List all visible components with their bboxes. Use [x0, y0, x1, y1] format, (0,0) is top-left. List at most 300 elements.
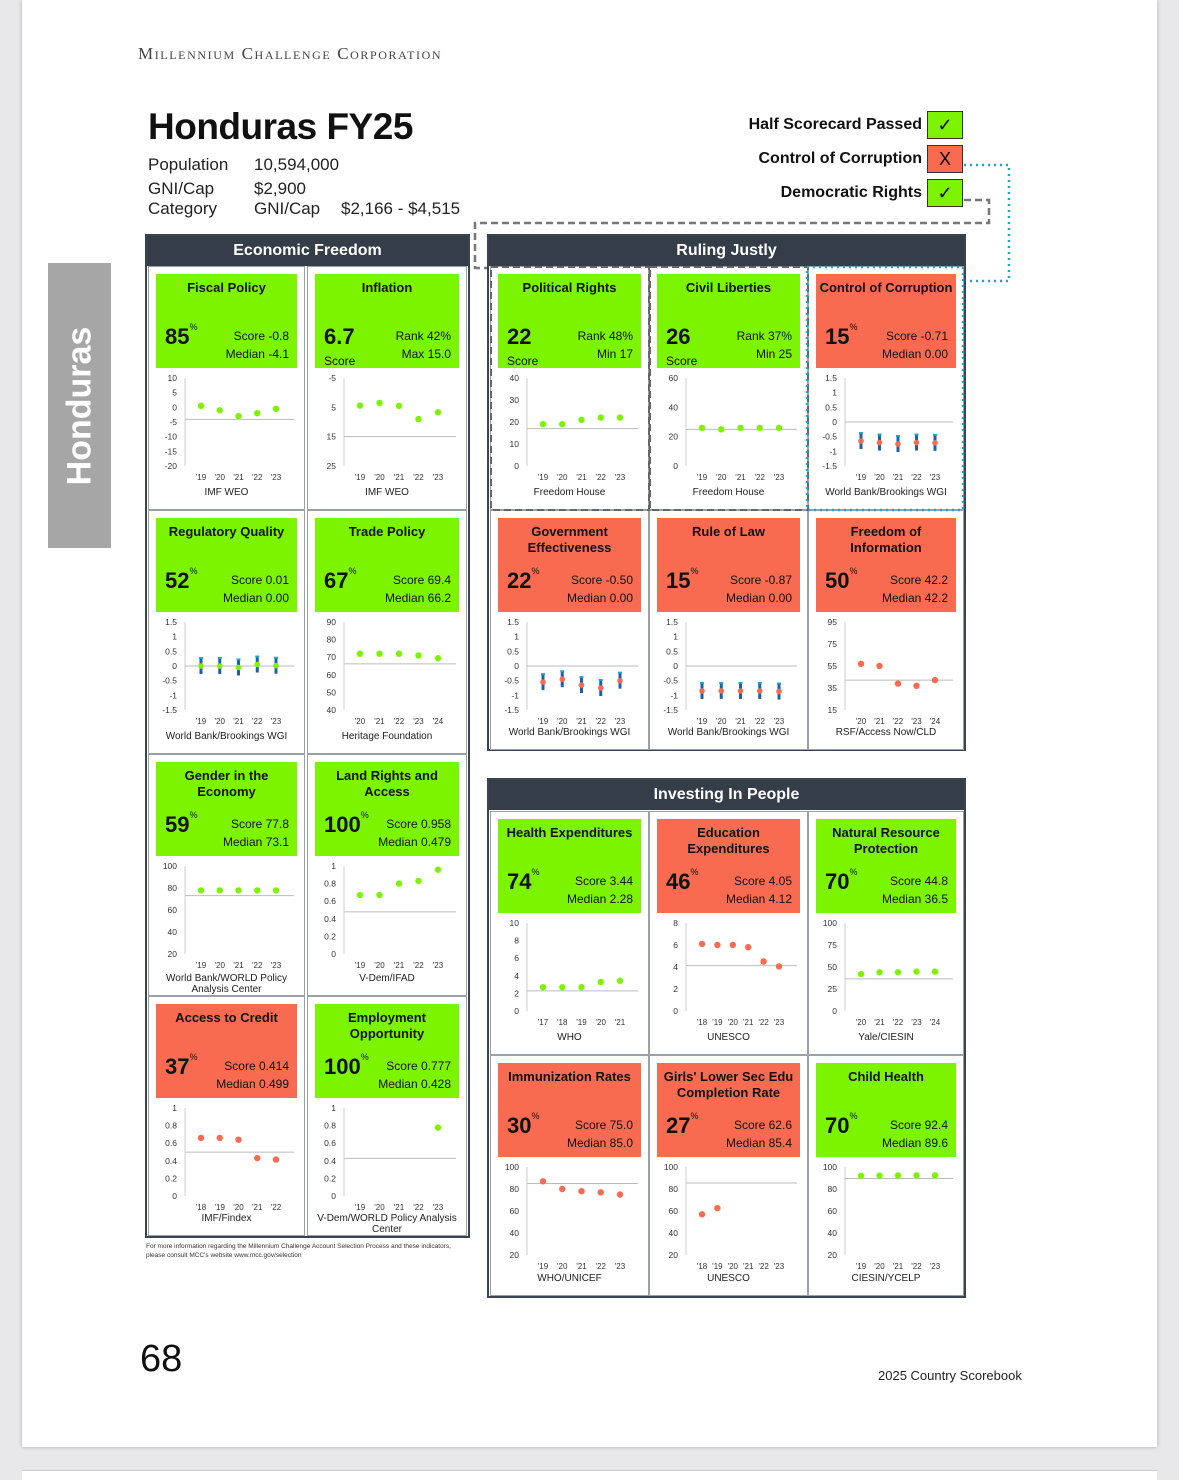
percent-sign: % [690, 867, 699, 877]
indicator-source: World Bank/Brookings WGI [825, 487, 947, 498]
investing-in-people-header: Investing In People [489, 780, 964, 810]
x-tick-label: '20 [214, 961, 225, 970]
indicator-box [816, 1063, 956, 1157]
x-tick-label: '22 [595, 717, 606, 726]
y-tick-label: 10 [167, 373, 177, 383]
y-tick-label: 8 [514, 935, 519, 946]
legend-label: Control of Corruption [758, 150, 922, 167]
data-point [217, 663, 223, 669]
indicator-box [498, 1063, 641, 1157]
y-tick-label: -1 [829, 446, 837, 457]
x-tick-label: '19 [214, 1203, 225, 1212]
indicator-chart [149, 1100, 304, 1220]
indicator-chart [308, 614, 466, 734]
indicator-line-2: Median -4.1 [225, 347, 289, 361]
data-point [699, 688, 705, 694]
indicator-name: Immunization Rates [508, 1069, 631, 1084]
indicator-box [315, 518, 459, 612]
indicator-source: Heritage Foundation [341, 731, 433, 742]
indicator-big-number: 74 [507, 869, 532, 894]
y-tick-label: 20 [668, 431, 678, 442]
x-tick-label: '20 [874, 1262, 885, 1271]
x-tick-label: '19 [537, 1262, 549, 1271]
indicator-line-1: Rank 37% [736, 329, 792, 343]
x-tick-label: '24 [929, 1018, 941, 1027]
y-tick-label: 0 [673, 661, 678, 671]
x-tick-label: '23 [270, 961, 282, 970]
x-tick-label: '21 [393, 1203, 405, 1212]
y-tick-label: 70 [326, 652, 336, 663]
data-point [699, 941, 705, 947]
y-tick-label: 0.5 [165, 646, 177, 657]
x-tick-label: '24 [432, 717, 444, 726]
indicator-cell-immun [490, 1055, 649, 1296]
y-tick-label: 60 [509, 1206, 519, 1216]
x-tick-label: '20 [374, 473, 385, 482]
indicator-chart [809, 915, 963, 1035]
y-tick-label: 20 [167, 949, 177, 959]
y-tick-label: 100 [822, 1162, 837, 1172]
y-tick-label: 0 [514, 661, 519, 671]
data-point [757, 688, 763, 694]
percent-sign: % [360, 810, 369, 820]
x-tick-label: '22 [911, 1262, 922, 1271]
legend-fail-box: X [927, 145, 963, 173]
indicator-line-2: Median 2.28 [566, 892, 633, 906]
x-tick-label: '21 [874, 1018, 885, 1027]
y-tick-label: 0 [172, 1191, 177, 1201]
indicator-line-2: Median 0.00 [566, 591, 633, 605]
population-value: 10,594,000 [254, 155, 340, 174]
indicator-box [156, 762, 297, 856]
y-tick-label: 95 [827, 617, 837, 627]
indicator-chart [650, 915, 807, 1035]
data-point [376, 650, 382, 656]
indicator-chart [308, 858, 466, 978]
data-point [357, 892, 363, 898]
y-tick-label: 15 [326, 431, 336, 442]
x-tick-label: '23 [773, 1262, 785, 1271]
x-tick-label: '19 [537, 473, 549, 482]
indicator-name: Freedom of Information [850, 524, 922, 555]
y-tick-label: 1.5 [825, 373, 837, 383]
indicator-name: Gender in the Economy [184, 768, 269, 799]
indicator-name: Rule of Law [692, 524, 765, 539]
indicator-source: World Bank/Brookings WGI [667, 727, 790, 738]
y-tick-label: 80 [167, 883, 177, 893]
indicator-cell-rq [148, 510, 305, 754]
y-tick-label: -1.5 [162, 705, 177, 715]
indicator-big-number: 85 [165, 324, 190, 349]
y-tick-label: 40 [167, 927, 177, 937]
data-point [858, 1173, 864, 1179]
x-tick-label: '20 [214, 717, 225, 726]
indicator-line-1: Score -0.50 [570, 573, 633, 587]
y-tick-label: 50 [326, 687, 336, 698]
indicator-cell-emp [307, 996, 467, 1236]
x-tick-label: '22 [252, 473, 263, 482]
y-tick-label: 75 [827, 940, 837, 950]
y-tick-label: 0.4 [324, 913, 336, 924]
indicator-box [816, 518, 956, 612]
indicator-source: UNESCO [707, 1032, 750, 1043]
indicator-line-1: Rank 42% [395, 329, 451, 343]
data-point [540, 679, 546, 685]
indicator-name: Girls' Lower Sec Edu Completion Rate [663, 1069, 794, 1100]
data-point [273, 887, 279, 893]
x-tick-label: '20 [557, 473, 568, 482]
y-tick-label: -0.5 [504, 675, 519, 686]
indicator-chart [650, 1159, 807, 1279]
indicator-cell-girls [649, 1055, 808, 1296]
indicator-sub-label: Score [666, 354, 698, 368]
x-tick-label: '21 [233, 717, 244, 726]
economic-freedom-header: Economic Freedom [147, 236, 468, 266]
indicator-name: Fiscal Policy [187, 280, 266, 295]
x-tick-label: '21 [252, 1203, 263, 1212]
indicator-line-1: Score 0.01 [230, 573, 289, 587]
data-point [617, 1191, 623, 1197]
x-tick-label: '21 [614, 1018, 626, 1027]
percent-sign: % [348, 566, 357, 576]
legend-check-box: ✓ [927, 111, 963, 139]
y-tick-label: 6 [673, 940, 678, 950]
indicator-big-number: 50 [825, 568, 850, 593]
indicator-name: Health Expenditures [506, 825, 633, 840]
data-point [776, 689, 782, 695]
y-tick-label: 80 [509, 1184, 519, 1194]
data-point [273, 1156, 279, 1162]
x-tick-label: '21 [576, 1262, 587, 1271]
indicator-name: Natural Resource Protection [832, 825, 940, 856]
x-tick-label: '23 [614, 1262, 626, 1271]
y-tick-label: 4 [673, 962, 678, 972]
indicator-name: Employment Opportunity [347, 1010, 426, 1041]
indicator-name: Regulatory Quality [168, 524, 285, 539]
data-point [699, 1211, 705, 1217]
data-point [876, 663, 882, 669]
indicator-line-2: Median 0.499 [216, 1077, 289, 1091]
x-tick-label: '18 [557, 1018, 568, 1027]
y-tick-label: 0.4 [165, 1155, 177, 1166]
x-tick-label: '23 [614, 473, 626, 482]
indicator-big-number: 70 [825, 869, 850, 894]
data-point [254, 662, 260, 668]
x-tick-label: '23 [911, 717, 922, 726]
indicator-source: World Bank/Brookings WGI [508, 727, 631, 738]
y-tick-label: 10 [509, 918, 519, 928]
y-tick-label: 20 [509, 1250, 519, 1260]
data-point [714, 1205, 720, 1211]
data-point [932, 1172, 938, 1178]
data-point [932, 677, 938, 683]
y-tick-label: 30 [509, 395, 519, 405]
indicator-source: IMF WEO [365, 487, 409, 498]
y-tick-label: 8 [673, 918, 678, 928]
x-tick-label: '22 [892, 717, 904, 726]
indicator-source: IMF/Findex [201, 1213, 252, 1224]
percent-sign: % [849, 322, 858, 332]
ruling-justly-header: Ruling Justly [489, 236, 964, 266]
indicator-sub-label: Score [507, 354, 539, 368]
y-tick-label: 1 [673, 631, 678, 642]
indicator-source: Yale/CIESIN [858, 1032, 914, 1043]
indicator-line-2: Max 15.0 [401, 347, 451, 361]
indicator-big-number: 70 [825, 1113, 850, 1138]
y-tick-label: -0.5 [162, 675, 177, 686]
x-tick-label: '22 [911, 473, 922, 482]
y-tick-label: 0 [832, 1006, 837, 1016]
indicator-value [825, 1113, 858, 1139]
y-tick-label: 1 [832, 387, 837, 398]
x-tick-label: '19 [696, 717, 708, 726]
y-tick-label: 0.8 [165, 1120, 177, 1131]
indicator-cell-edu [649, 811, 808, 1055]
data-point [738, 688, 744, 694]
y-tick-label: 60 [668, 373, 678, 383]
indicator-source: V-Dem/WORLD Policy Analysis Center [317, 1213, 457, 1235]
y-tick-label: 0 [172, 402, 177, 413]
y-tick-label: 0 [514, 1006, 519, 1016]
indicator-big-number: 100 [324, 812, 361, 837]
y-tick-label: 100 [162, 861, 177, 871]
y-tick-label: 5 [172, 387, 177, 398]
indicator-value [324, 568, 357, 594]
x-tick-label: '21 [374, 717, 385, 726]
x-tick-label: '22 [270, 1203, 282, 1212]
x-tick-label: '22 [595, 1262, 606, 1271]
indicator-line-2: Median 4.12 [725, 892, 792, 906]
y-tick-label: -1.5 [663, 705, 678, 715]
x-tick-label: '20 [874, 473, 885, 482]
percent-sign: % [189, 322, 198, 332]
y-tick-label: 0 [331, 949, 336, 959]
indicator-line-1: Score -0.8 [233, 329, 289, 343]
x-tick-label: '23 [773, 473, 785, 482]
book-title: 2025 Country Scorebook [878, 1368, 1022, 1383]
y-tick-label: -1.5 [822, 461, 837, 471]
percent-sign: % [690, 566, 699, 576]
indicator-line-1: Score 69.4 [392, 573, 451, 587]
x-tick-label: '21 [576, 717, 587, 726]
y-tick-label: 80 [326, 634, 336, 645]
data-point [540, 1178, 546, 1184]
y-tick-label: -10 [164, 431, 177, 442]
percent-sign: % [849, 867, 858, 877]
indicator-big-number: 59 [165, 812, 190, 837]
indicator-line-2: Median 42.2 [881, 591, 948, 605]
indicator-big-number: 26 [666, 324, 691, 349]
data-point [198, 1135, 204, 1141]
indicator-value [507, 1113, 540, 1139]
y-tick-label: 1.5 [507, 617, 519, 627]
legend-label: Democratic Rights [780, 184, 922, 201]
indicator-name: Government Effectiveness [527, 524, 612, 555]
x-tick-label: '22 [754, 473, 765, 482]
percent-sign: % [849, 566, 858, 576]
indicator-line-2: Min 17 [596, 347, 633, 361]
percent-sign: % [189, 810, 198, 820]
y-tick-label: 80 [827, 1184, 837, 1194]
y-tick-label: -1.5 [504, 705, 519, 715]
x-tick-label: '19 [195, 961, 207, 970]
indicator-line-1: Score 3.44 [574, 874, 633, 888]
indicator-chart [809, 614, 963, 734]
indicator-big-number: 22 [507, 324, 532, 349]
percent-sign: % [531, 1111, 540, 1121]
x-tick-label: '22 [252, 717, 263, 726]
y-tick-label: 60 [326, 669, 336, 680]
y-tick-label: -0.5 [663, 675, 678, 686]
data-point [217, 887, 223, 893]
footnote: For more information regarding the Millennium Challenge Account Selection Process and these indicators, please consult MCC's website www.mcc.gov/selection [146, 1243, 451, 1259]
indicator-box [657, 518, 800, 612]
y-tick-label: 2 [673, 984, 678, 994]
indicator-line-2: Median 0.00 [881, 347, 948, 361]
indicator-chart [149, 614, 304, 734]
y-tick-label: -1 [670, 690, 678, 701]
x-tick-label: '21 [874, 717, 885, 726]
y-tick-label: 0.8 [324, 878, 336, 889]
x-tick-label: '21 [742, 1262, 754, 1271]
y-tick-label: 0 [673, 1006, 678, 1016]
y-tick-label: 25 [326, 461, 336, 471]
indicator-name: Control of Corruption [819, 280, 953, 295]
indicator-name: Child Health [848, 1069, 924, 1084]
percent-sign: % [849, 1111, 858, 1121]
data-point [876, 969, 882, 975]
x-tick-label: '22 [595, 473, 606, 482]
x-tick-label: '23 [911, 1018, 922, 1027]
data-point [895, 680, 901, 686]
indicator-chart [491, 614, 648, 734]
y-tick-label: 60 [668, 1206, 678, 1216]
y-tick-label: 40 [326, 705, 336, 715]
indicator-line-2: Min 25 [755, 347, 792, 361]
x-tick-label: '20 [716, 717, 727, 726]
y-tick-label: -15 [164, 446, 177, 457]
indicator-line-2: Median 85.4 [725, 1136, 792, 1150]
x-tick-label: '22 [892, 1018, 904, 1027]
data-point [236, 665, 242, 671]
indicator-value [825, 568, 858, 594]
y-tick-label: -20 [164, 461, 177, 471]
indicator-name: Civil Liberties [685, 280, 772, 295]
x-tick-label: '19 [354, 1203, 366, 1212]
y-tick-label: 1 [331, 861, 336, 871]
data-point [578, 984, 584, 990]
indicator-cell-ge [490, 510, 649, 750]
indicator-line-2: Median 73.1 [222, 835, 289, 849]
data-point [435, 866, 441, 872]
data-point [932, 968, 938, 974]
x-tick-label: '22 [393, 717, 405, 726]
x-tick-label: '23 [432, 961, 444, 970]
data-point [895, 1172, 901, 1178]
y-tick-label: -1 [169, 690, 177, 701]
data-point [357, 650, 363, 656]
indicator-box [657, 819, 800, 913]
indicator-name: Political Rights [522, 280, 617, 295]
indicator-name: Trade Policy [348, 524, 426, 539]
legend-label: Half Scorecard Passed [748, 116, 922, 133]
data-point [714, 942, 720, 948]
percent-sign: % [360, 1052, 369, 1062]
y-tick-label: 0.6 [165, 1138, 177, 1149]
page-title: Honduras FY25 [148, 106, 413, 147]
indicator-name: Land Rights and Access [336, 768, 438, 799]
y-tick-label: 1 [331, 1103, 336, 1113]
x-tick-label: '22 [413, 473, 424, 482]
indicator-big-number: 46 [666, 869, 691, 894]
x-tick-label: '21 [735, 717, 746, 726]
category-range: $2,166 - $4,515 [341, 199, 461, 218]
indicator-cell-land [307, 754, 467, 996]
indicator-line-1: Score 0.414 [224, 1059, 289, 1073]
x-tick-label: '23 [413, 717, 424, 726]
indicator-value [507, 869, 540, 895]
y-tick-label: 0.8 [324, 1120, 336, 1131]
y-tick-label: 0.6 [324, 1138, 336, 1149]
democratic-rights-outline [0, 0, 1179, 520]
indicator-box [498, 518, 641, 612]
indicator-big-number: 100 [324, 1054, 361, 1079]
x-tick-label: '21 [576, 473, 587, 482]
x-tick-label: '18 [696, 1018, 708, 1027]
data-point [718, 688, 724, 694]
y-tick-label: -1 [511, 690, 519, 701]
y-tick-label: 60 [827, 1206, 837, 1216]
y-tick-label: 100 [663, 1162, 678, 1172]
x-tick-label: '23 [432, 473, 444, 482]
indicator-box [156, 518, 297, 612]
indicator-big-number: 6.7 [324, 324, 355, 349]
data-point [235, 1136, 241, 1142]
y-tick-label: 50 [827, 962, 837, 972]
x-tick-label: '21 [233, 961, 244, 970]
y-tick-label: 6 [514, 953, 519, 964]
y-tick-label: 40 [509, 1228, 519, 1238]
percent-sign: % [531, 867, 540, 877]
indicator-big-number: 15 [825, 324, 850, 349]
y-tick-label: 90 [326, 617, 336, 627]
indicator-value [666, 1113, 699, 1139]
y-tick-label: 1.5 [165, 617, 177, 627]
x-tick-label: '21 [735, 473, 746, 482]
data-point [598, 1189, 604, 1195]
data-point [745, 944, 751, 950]
y-tick-label: 60 [167, 905, 177, 915]
percent-sign: % [690, 1111, 699, 1121]
indicator-source: CIESIN/YCELP [851, 1273, 921, 1284]
y-tick-label: 5 [331, 402, 336, 413]
indicator-big-number: 37 [165, 1054, 190, 1079]
y-tick-label: 40 [827, 1228, 837, 1238]
x-tick-label: '22 [754, 717, 765, 726]
indicator-big-number: 52 [165, 568, 190, 593]
x-tick-label: '22 [413, 961, 424, 970]
indicator-line-1: Rank 48% [577, 329, 633, 343]
indicator-big-number: 30 [507, 1113, 532, 1138]
indicator-cell-nrp [808, 811, 964, 1055]
x-tick-label: '23 [929, 473, 941, 482]
data-point [396, 880, 402, 886]
indicator-line-2: Median 0.428 [378, 1077, 451, 1091]
x-tick-label: '22 [413, 1203, 424, 1212]
y-tick-label: 4 [514, 970, 519, 981]
x-tick-label: '20 [374, 1203, 385, 1212]
indicator-line-1: Score -0.87 [729, 573, 792, 587]
